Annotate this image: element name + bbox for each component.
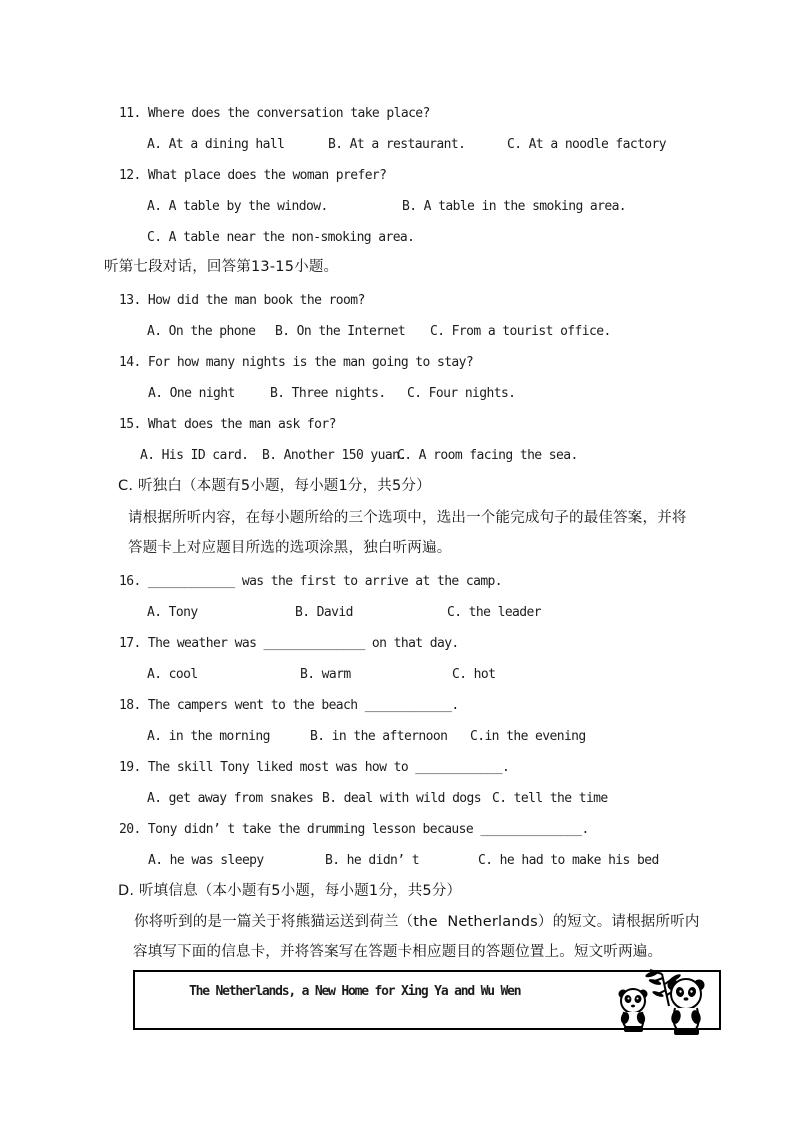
question-16-option-a: A. Tony [147, 605, 198, 620]
question-11-options [0, 135, 794, 155]
question-17-stem: 17. The weather was ______________ on that day. [119, 636, 459, 651]
question-11-option-c: C. At a noodle factory [507, 137, 666, 152]
question-15-option-c: C. A room facing the sea. [397, 448, 578, 463]
question-16-option-b: B. David [295, 605, 353, 620]
question-18-option-b: B. in the afternoon [310, 729, 448, 744]
question-17-option-b: B. warm [300, 667, 351, 682]
question-20-stem: 20. Tony didn’ t take the drumming lesson because ______________. [119, 822, 589, 837]
question-17-option-a: A. cool [147, 667, 198, 682]
question-14-option-a: A. One night [148, 386, 235, 401]
question-15-option-b: B. Another 150 yuan. [262, 448, 407, 463]
section-c-instruction-1: 请根据所听内容，在每小题所给的三个选项中，选出一个能完成句子的最佳答案，并将 [128, 510, 687, 526]
question-13-option-b: B. On the Internet [275, 324, 406, 339]
question-18-option-a: A. in the morning [147, 729, 270, 744]
question-19-option-b: B. deal with wild dogs [322, 791, 481, 806]
question-19-options [0, 789, 794, 809]
question-12-stem: 12. What place does the woman prefer? [119, 168, 387, 183]
dialogue-7-header: 听第七段对话，回答第13-15小题。 [104, 259, 339, 275]
question-18-options [0, 727, 794, 747]
question-14-stem: 14. For how many nights is the man going to stay? [119, 355, 474, 370]
question-18-option-c: C.in the evening [470, 729, 586, 744]
panda-with-bamboo-icon [612, 968, 716, 1040]
question-13-option-c: C. From a tourist office. [430, 324, 611, 339]
question-11-option-b: B. At a restaurant. [328, 137, 466, 152]
question-14-option-c: C. Four nights. [407, 386, 516, 401]
question-13-option-a: A. On the phone [147, 324, 256, 339]
question-15-options [0, 446, 794, 466]
section-d-instruction-1: 你将听到的是一篇关于将熊猫运送到荷兰（the Netherlands）的短文。请根据所听内 [134, 914, 700, 930]
question-11-option-a: A. At a dining hall [147, 137, 285, 152]
big-panda-icon [668, 979, 705, 1035]
question-12-option-a: A. A table by the window. [147, 199, 328, 214]
question-16-stem: 16. ____________ was the first to arrive at the camp. [119, 574, 503, 589]
question-14-option-b: B. Three nights. [270, 386, 386, 401]
question-14-options [0, 384, 794, 404]
section-c-header: C. 听独白（本题有5小题，每小题1分，共5分） [118, 478, 431, 494]
question-20-option-a: A. he was sleepy [148, 853, 264, 868]
question-12-option-b: B. A table in the smoking area. [402, 199, 627, 214]
question-20-option-c: C. he had to make his bed [478, 853, 659, 868]
section-d-header: D. 听填信息（本小题有5小题，每小题1分，共5分） [118, 883, 462, 899]
question-13-options [0, 322, 794, 342]
small-panda-icon [619, 989, 648, 1032]
question-12-options-row1 [0, 197, 794, 217]
question-16-option-c: C. the leader [447, 605, 541, 620]
question-15-option-a: A. His ID card. [140, 448, 249, 463]
question-19-option-c: C. tell the time [492, 791, 608, 806]
info-card-title: The Netherlands, a New Home for Xing Ya and Wu Wen [189, 984, 521, 999]
question-12-option-c: C. A table near the non-smoking area. [147, 230, 415, 245]
question-15-stem: 15. What does the man ask for? [119, 417, 336, 432]
question-11-stem: 11. Where does the conversation take place? [119, 106, 430, 121]
question-20-options [0, 851, 794, 871]
question-19-option-a: A. get away from snakes [147, 791, 314, 806]
section-c-instruction-2: 答题卡上对应题目所选的选项涂黑，独白听两遍。 [128, 540, 452, 556]
question-17-option-c: C. hot [452, 667, 496, 682]
section-d-instruction-2: 容填写下面的信息卡，并将答案写在答题卡相应题目的答题位置上。短文听两遍。 [133, 944, 663, 960]
question-19-stem: 19. The skill Tony liked most was how to ____________. [119, 760, 510, 775]
question-17-options [0, 665, 794, 685]
question-13-stem: 13. How did the man book the room? [119, 293, 365, 308]
question-20-option-b: B. he didn’ t [325, 853, 419, 868]
question-16-options [0, 603, 794, 623]
question-12-options-row2 [0, 228, 794, 248]
question-18-stem: 18. The campers went to the beach ____________. [119, 698, 459, 713]
